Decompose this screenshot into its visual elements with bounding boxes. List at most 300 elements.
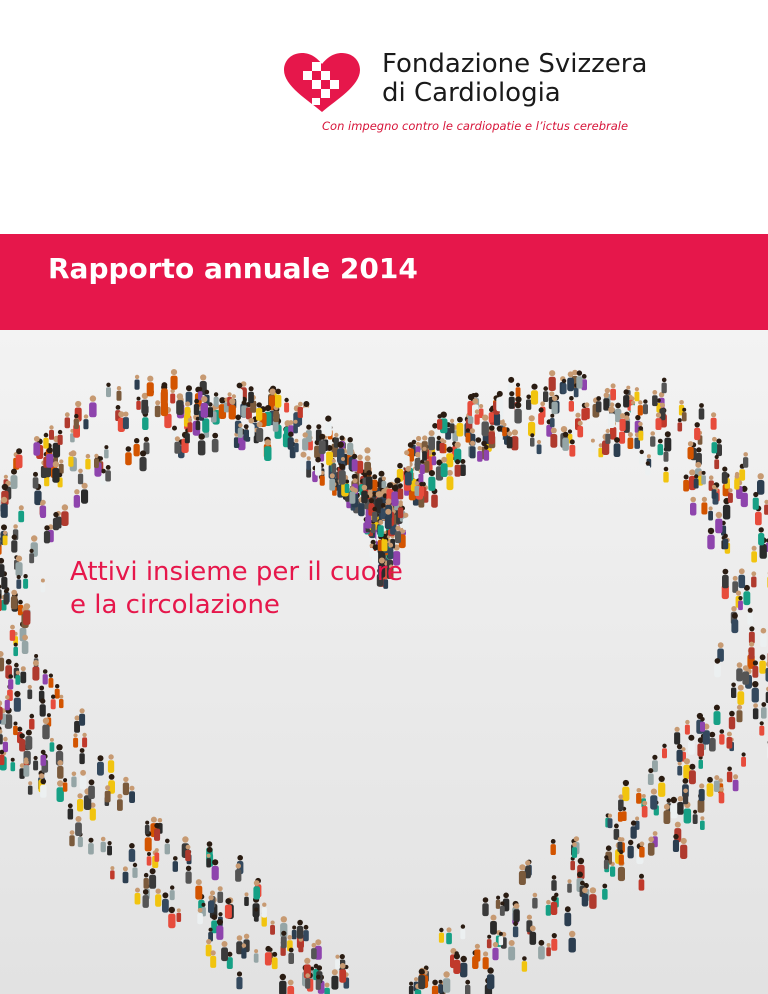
crowd-person xyxy=(567,884,572,893)
crowd-person xyxy=(460,464,466,476)
crowd-person xyxy=(699,408,705,419)
crowd-person-head xyxy=(620,413,625,418)
crowd-person xyxy=(135,893,141,905)
crowd-person-head xyxy=(28,781,32,785)
crowd-person-head xyxy=(709,475,714,480)
crowd-person xyxy=(206,858,211,867)
crowd-person-head xyxy=(194,399,199,404)
crowd-person-head xyxy=(316,424,321,429)
crowd-person-head xyxy=(568,371,574,377)
crowd-person xyxy=(531,390,538,404)
crowd-person xyxy=(212,439,219,452)
crowd-person xyxy=(298,942,303,952)
crowd-person xyxy=(589,894,596,909)
crowd-person-head xyxy=(656,413,661,418)
crowd-person-head xyxy=(209,928,213,932)
crowd-person-head xyxy=(662,378,667,383)
crowd-person xyxy=(279,981,286,994)
crowd-person-head xyxy=(719,787,724,792)
crowd-person-head xyxy=(137,397,141,401)
crowd-person xyxy=(53,518,59,531)
crowd-person xyxy=(714,711,721,725)
crowd-person-head xyxy=(126,446,132,452)
crowd-person-head xyxy=(624,389,629,394)
crowd-person xyxy=(551,880,556,891)
crowd-person-head xyxy=(198,387,202,391)
crowd-person-head xyxy=(244,424,249,429)
crowd-person xyxy=(499,936,504,945)
crowd-person-head xyxy=(57,760,63,766)
crowd-person xyxy=(145,825,150,834)
crowd-person-head xyxy=(432,980,438,986)
crowd-person-head xyxy=(639,426,643,430)
crowd-person xyxy=(288,953,294,964)
crowd-person-head xyxy=(611,383,616,388)
crowd-person xyxy=(591,443,596,452)
crowd-person xyxy=(170,394,175,404)
crowd-person-head xyxy=(539,940,545,946)
slogan-line1: Attivi insieme per il cuore xyxy=(70,557,403,587)
crowd-person-head xyxy=(549,391,554,396)
crowd-person-head xyxy=(145,821,149,825)
crowd-person-head xyxy=(688,735,694,741)
crowd-person-head xyxy=(727,732,732,737)
crowd-person-head xyxy=(439,928,443,932)
crowd-person-head xyxy=(404,450,409,455)
crowd-person xyxy=(674,732,680,744)
crowd-person xyxy=(243,429,249,440)
crowd-person-head xyxy=(582,888,588,894)
crowd-person-head xyxy=(19,505,24,510)
crowd-person-head xyxy=(94,454,98,458)
crowd-person-head xyxy=(6,659,12,665)
crowd-person xyxy=(71,777,76,788)
crowd-person xyxy=(628,438,634,450)
slogan xyxy=(70,556,403,622)
crowd-person xyxy=(335,959,340,969)
crowd-person-head xyxy=(715,658,721,664)
crowd-person-head xyxy=(527,915,532,920)
crowd-person-head xyxy=(742,752,746,756)
crowd-person-head xyxy=(432,452,436,456)
crowd-person-head xyxy=(106,465,111,470)
crowd-person-head xyxy=(568,879,572,883)
crowd-person xyxy=(173,861,178,872)
crowd-person-head xyxy=(84,414,88,418)
crowd-person xyxy=(85,459,90,470)
crowd-person xyxy=(311,948,317,959)
crowd-person-head xyxy=(357,455,363,461)
crowd-person-head xyxy=(748,608,753,613)
crowd-person xyxy=(147,382,154,396)
crowd-person-head xyxy=(353,478,358,483)
crowd-person-head xyxy=(332,459,336,463)
crowd-person-head xyxy=(53,461,59,467)
crowd-person-head xyxy=(325,983,330,988)
crowd-person xyxy=(210,956,216,968)
crowd-person-head xyxy=(631,401,635,405)
crowd-person-head xyxy=(715,455,719,459)
crowd-person xyxy=(639,847,644,858)
crowd-person xyxy=(619,855,624,865)
crowd-person xyxy=(73,738,78,748)
crowd-person-head xyxy=(539,408,544,413)
crowd-person xyxy=(694,428,700,440)
crowd-person xyxy=(176,400,184,415)
crowd-person-head xyxy=(688,441,693,446)
crowd-person-head xyxy=(62,504,68,510)
crowd-person xyxy=(216,926,223,940)
crowd-person-head xyxy=(761,702,766,707)
crowd-person-head xyxy=(211,950,216,955)
crowd-person-head xyxy=(623,780,629,786)
crowd-person xyxy=(631,826,637,839)
crowd-person-head xyxy=(135,375,139,379)
crowd-person-head xyxy=(34,756,38,760)
crowd-person xyxy=(549,377,556,391)
crowd-person-head xyxy=(753,660,758,665)
crowd-person xyxy=(225,905,232,919)
crowd-person xyxy=(123,783,129,796)
crowd-person xyxy=(636,793,641,804)
crowd-person-head xyxy=(475,409,480,414)
crowd-person xyxy=(492,948,498,961)
crowd-person-head xyxy=(470,428,475,433)
crowd-person xyxy=(23,579,28,589)
crowd-person-head xyxy=(429,430,435,436)
crowd-person xyxy=(125,452,132,465)
crowd-person-head xyxy=(24,603,30,609)
crowd-person-head xyxy=(217,919,223,925)
crowd-person-head xyxy=(338,442,344,448)
crowd-person xyxy=(162,899,169,913)
crowd-person xyxy=(331,463,336,473)
crowd-person xyxy=(105,470,111,481)
crowd-person xyxy=(437,419,442,430)
crowd-person-head xyxy=(415,452,421,458)
crowd-person-head xyxy=(214,392,218,396)
crowd-person-head xyxy=(476,437,482,443)
crowd-person xyxy=(18,511,24,523)
crowd-person-head xyxy=(209,895,214,900)
crowd-person xyxy=(5,700,10,710)
crowd-person xyxy=(650,436,655,447)
crowd-person xyxy=(305,978,310,989)
crowd-person-head xyxy=(272,952,277,957)
crowd-person-head xyxy=(41,779,47,785)
crowd-person xyxy=(582,894,589,907)
crowd-person xyxy=(487,939,492,948)
crowd-person xyxy=(129,791,135,803)
crowd-person-head xyxy=(569,931,575,937)
crowd-person-head xyxy=(207,854,211,858)
crowd-person-head xyxy=(606,845,612,851)
crowd-person xyxy=(432,986,438,994)
crowd-person-head xyxy=(13,524,18,529)
crowd-person xyxy=(677,802,683,815)
crowd-person xyxy=(149,875,156,889)
crowd-person-head xyxy=(689,764,695,770)
crowd-person-head xyxy=(739,568,745,574)
crowd-person-head xyxy=(513,921,518,926)
crowd-person xyxy=(33,761,38,771)
crowd-person-head xyxy=(202,903,206,907)
crowd-person-head xyxy=(21,666,26,671)
crowd-person xyxy=(337,448,345,463)
crowd-person-head xyxy=(17,727,22,732)
crowd-person xyxy=(41,583,46,592)
crowd-person xyxy=(513,909,520,922)
crowd-person-head xyxy=(700,816,704,820)
crowd-person xyxy=(639,455,644,465)
crowd-person xyxy=(254,912,259,922)
crowd-person xyxy=(507,437,513,449)
crowd-person-head xyxy=(134,438,139,443)
crowd-person-head xyxy=(702,497,707,502)
crowd-person-head xyxy=(16,448,22,454)
crowd-person-head xyxy=(287,935,292,940)
crowd-person xyxy=(89,402,97,417)
crowd-person xyxy=(195,886,202,900)
crowd-person xyxy=(196,421,201,430)
crowd-person-head xyxy=(716,512,722,518)
crowd-person-head xyxy=(570,439,575,444)
crowd-person-head xyxy=(478,446,483,451)
crowd-person xyxy=(186,871,192,883)
crowd-person-head xyxy=(170,885,174,889)
crowd-person-head xyxy=(475,944,480,949)
crowd-person-head xyxy=(635,817,639,821)
crowd-person xyxy=(244,897,249,906)
crowd-person-head xyxy=(508,377,514,383)
crowd-person xyxy=(339,470,346,484)
crowd-person-head xyxy=(455,459,460,464)
crowd-person-head xyxy=(638,422,643,427)
crowd-person-head xyxy=(638,400,642,404)
crowd-person xyxy=(256,408,262,421)
crowd-person xyxy=(272,957,278,969)
crowd-person-head xyxy=(503,893,509,899)
crowd-person xyxy=(90,808,96,820)
crowd-person-head xyxy=(49,425,53,429)
crowd-person-head xyxy=(614,824,619,829)
crowd-person xyxy=(372,512,377,523)
crowd-person xyxy=(751,551,757,562)
crowd-person-head xyxy=(714,705,720,711)
crowd-person-head xyxy=(640,842,645,847)
crowd-person-head xyxy=(562,379,566,383)
crowd-person-head xyxy=(728,488,732,492)
crowd-person-head xyxy=(652,755,657,760)
crowd-person-head xyxy=(143,889,149,895)
crowd-person xyxy=(760,634,767,647)
crowd-person-head xyxy=(671,797,677,803)
crowd-person-head xyxy=(59,459,63,463)
crowd-person xyxy=(664,810,671,824)
crowd-person-head xyxy=(14,722,18,726)
crowd-person-head xyxy=(82,733,86,737)
crowd-person-head xyxy=(760,654,766,660)
crowd-person-head xyxy=(369,498,374,503)
crowd-person xyxy=(171,376,178,390)
crowd-person xyxy=(27,689,32,699)
crowd-person xyxy=(11,762,16,771)
crowd-person-head xyxy=(245,892,249,896)
crowd-person-head xyxy=(39,773,45,779)
crowd-person-head xyxy=(249,418,255,424)
crowd-person-head xyxy=(716,439,721,444)
crowd-person-head xyxy=(44,525,49,530)
crowd-person xyxy=(145,837,152,851)
crowd-person xyxy=(345,484,350,493)
crowd-person xyxy=(206,945,212,957)
crowd-person-head xyxy=(484,445,489,450)
crowd-person xyxy=(58,435,63,445)
crowd-person xyxy=(297,926,303,939)
crowd-person xyxy=(608,818,613,828)
crowd-person xyxy=(10,630,16,641)
crowd-person xyxy=(55,689,60,699)
crowd-person-head xyxy=(591,439,595,443)
crowd-person xyxy=(212,866,219,880)
crowd-person xyxy=(457,423,464,437)
crowd-person xyxy=(652,395,658,406)
crowd-person xyxy=(94,458,99,468)
crowd-person-head xyxy=(212,859,218,865)
crowd-person-head xyxy=(487,967,493,973)
crowd-person-head xyxy=(543,386,548,391)
crowd-person xyxy=(562,384,567,394)
crowd-person-head xyxy=(41,750,46,755)
crowd-person xyxy=(683,480,689,492)
crowd-person-head xyxy=(379,471,385,477)
crowd-person-head xyxy=(57,780,63,786)
crowd-person-head xyxy=(709,732,715,738)
crowd-person-head xyxy=(294,439,298,443)
crowd-person-head xyxy=(212,433,218,439)
crowd-person xyxy=(294,443,299,452)
crowd-person xyxy=(743,457,748,468)
crowd-person xyxy=(737,710,743,722)
crowd-person xyxy=(432,456,437,465)
crowd-person xyxy=(174,442,180,454)
crowd-person xyxy=(477,451,482,462)
crowd-person xyxy=(147,856,152,865)
crowd-person-head xyxy=(11,469,17,475)
crowd-person xyxy=(714,459,719,469)
crowd-person-head xyxy=(188,418,192,422)
crowd-person xyxy=(405,472,412,485)
crowd-person xyxy=(40,506,46,519)
crowd-person-head xyxy=(752,681,758,687)
crowd-person xyxy=(117,799,123,811)
crowd-person xyxy=(284,403,289,413)
crowd-person-head xyxy=(460,459,465,464)
crowd-person xyxy=(185,850,191,861)
crowd-person-head xyxy=(608,407,614,413)
crowd-person xyxy=(700,821,705,830)
crowd-person-head xyxy=(72,772,77,777)
crowd-person-head xyxy=(307,456,311,460)
crowd-person-head xyxy=(301,452,307,458)
crowd-person xyxy=(61,511,68,526)
crowd-person-head xyxy=(238,423,242,427)
crowd-person-head xyxy=(14,691,20,697)
crowd-person xyxy=(292,930,297,939)
crowd-person-head xyxy=(65,412,70,417)
crowd-person xyxy=(620,419,626,431)
crowd-person xyxy=(273,411,279,423)
crowd-person-head xyxy=(232,394,236,398)
crowd-person xyxy=(484,450,489,461)
crowd-person-head xyxy=(23,574,27,578)
crowd-person-head xyxy=(497,426,503,432)
crowd-person xyxy=(415,990,422,994)
crowd-person xyxy=(319,440,326,454)
crowd-person-head xyxy=(366,470,372,476)
crowd-person-head xyxy=(334,433,338,437)
crowd-person xyxy=(403,518,409,530)
crowd-person xyxy=(418,975,425,989)
crowd-person-head xyxy=(378,520,383,525)
crowd-person xyxy=(758,533,764,545)
crowd-person xyxy=(347,443,353,455)
crowd-person-head xyxy=(568,429,572,433)
crowd-person-head xyxy=(422,447,426,451)
crowd-person-head xyxy=(70,830,75,835)
crowd-person xyxy=(155,406,161,418)
crowd-person-head xyxy=(422,435,427,440)
crowd-person xyxy=(664,452,669,462)
crowd-person-head xyxy=(30,549,34,553)
crowd-person-head xyxy=(182,836,188,842)
crowd-person-head xyxy=(11,590,17,596)
crowd-person xyxy=(40,785,47,798)
crowd-person xyxy=(719,734,724,745)
crowd-person xyxy=(728,493,733,503)
crowd-person xyxy=(385,515,392,529)
crowd-person-head xyxy=(466,428,470,432)
crowd-person xyxy=(33,442,40,455)
crowd-person xyxy=(699,789,705,801)
crowd-person-head xyxy=(104,445,108,449)
crowd-person-head xyxy=(86,454,91,459)
crowd-person xyxy=(41,755,47,766)
crowd-person-head xyxy=(319,434,325,440)
crowd-person-head xyxy=(154,823,159,828)
crowd-person xyxy=(562,438,569,451)
crowd-person xyxy=(177,913,182,922)
crowd-person xyxy=(663,472,668,483)
crowd-person-head xyxy=(80,708,85,713)
crowd-person xyxy=(764,505,768,515)
crowd-person-head xyxy=(694,474,698,478)
slogan-line2: e la circolazione xyxy=(70,590,280,620)
crowd-person-head xyxy=(530,926,536,932)
crowd-person-head xyxy=(254,907,258,911)
crowd-person xyxy=(551,844,556,855)
crowd-person xyxy=(287,986,294,994)
crowd-person xyxy=(256,428,263,442)
crowd-person-head xyxy=(40,698,45,703)
crowd-person xyxy=(639,879,645,890)
crowd-person-head xyxy=(207,841,213,847)
crowd-person-head xyxy=(3,737,8,742)
crowd-person xyxy=(229,405,236,420)
crowd-person-head xyxy=(635,387,639,391)
crowd-person-head xyxy=(22,635,28,641)
crowd-person xyxy=(19,739,25,752)
